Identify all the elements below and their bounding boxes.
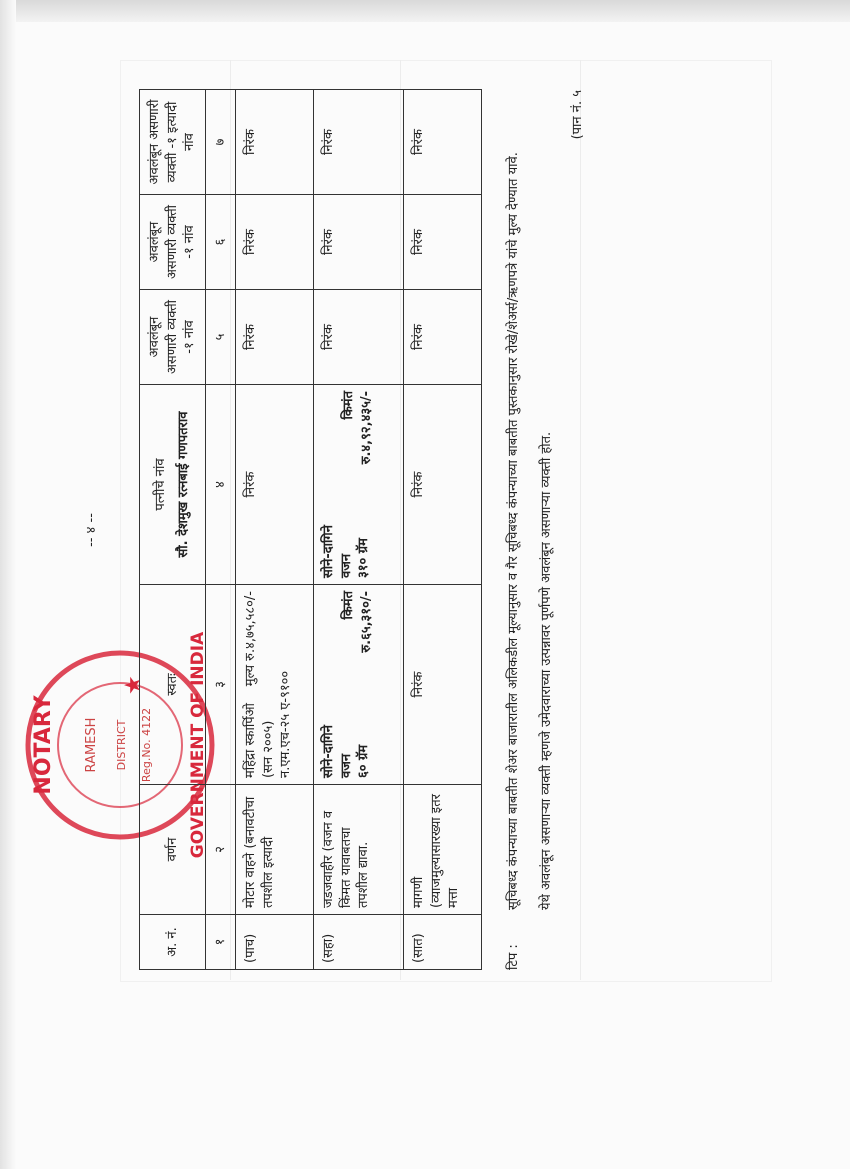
svg-text:NOTARY: NOTARY bbox=[31, 695, 56, 795]
row-dependent-3: निरंक bbox=[404, 90, 482, 195]
svg-text:RAMESH: RAMESH bbox=[84, 717, 99, 773]
vehicle-value: मुल्य रु.४,७५,५८०/- bbox=[243, 591, 259, 687]
row-dependent-3: निरंक bbox=[314, 90, 404, 195]
jewellery-label: सोने-दागिने bbox=[321, 525, 337, 578]
jewellery-label: सोने-दागिने bbox=[321, 725, 337, 778]
table-row bbox=[236, 90, 314, 970]
wife-name: सौ. देशमुख रत्नबाई गणपतराव bbox=[176, 411, 192, 558]
svg-text:GOVERNMENT OF INDIA: GOVERNMENT OF INDIA bbox=[188, 631, 208, 859]
row-dependent-2: निरंक bbox=[236, 195, 314, 290]
col-number: ५ bbox=[205, 290, 236, 385]
footnote bbox=[504, 90, 558, 970]
assets-table bbox=[139, 89, 482, 970]
price-value: रु.६५,३१०/- bbox=[358, 591, 374, 653]
price-label: किमंत bbox=[341, 391, 357, 420]
table-header-row bbox=[140, 90, 206, 970]
header-dependent-3: अवलंबून असणारी व्यक्ती -१ इत्यादी नांव bbox=[140, 90, 206, 195]
price-label: किमंत bbox=[341, 591, 357, 620]
weight-value: ३१० ग्रॅम bbox=[356, 538, 372, 578]
row-description: जडजवाहीर (वजन व किंमत यावाबतचा तपशील द्यावा. bbox=[314, 785, 404, 915]
vehicle-model: महिंद्रा स्कार्पिओ bbox=[243, 703, 259, 778]
row-self bbox=[314, 585, 404, 785]
scan-edge bbox=[0, 0, 850, 22]
price-value: रु.४,९२,४३५/- bbox=[358, 391, 374, 465]
page-reference: (पान नं. ५ bbox=[570, 90, 585, 140]
weight-value: ६० ग्रॅम bbox=[356, 744, 372, 778]
row-self bbox=[236, 585, 314, 785]
bleed-through-line bbox=[580, 60, 581, 980]
row-dependent-1: निरंक bbox=[404, 290, 482, 385]
row-description: मोटार वाहने (बनावटीचा तपशील इत्यादी bbox=[236, 785, 314, 915]
row-serial: (सहा) bbox=[314, 915, 404, 970]
header-description: वर्णन bbox=[140, 785, 206, 915]
weight-label: वजन bbox=[338, 753, 354, 778]
vehicle-registration: न.एम.एच-२५ ए-९१०० bbox=[278, 670, 294, 778]
col-number: ३ bbox=[205, 585, 236, 785]
table-row bbox=[404, 90, 482, 970]
col-number: १ bbox=[205, 915, 236, 970]
svg-text:DISTRICT: DISTRICT bbox=[115, 719, 128, 771]
col-number: ७ bbox=[205, 90, 236, 195]
page-marker: -- ४ -- bbox=[84, 513, 99, 547]
row-wife: निरंक bbox=[404, 385, 482, 585]
header-dependent-2: अवलंबून असणारी व्यक्ती -१ नांव bbox=[140, 195, 206, 290]
row-dependent-2: निरंक bbox=[314, 195, 404, 290]
table-row bbox=[314, 90, 404, 970]
header-self: स्वतः bbox=[140, 585, 206, 785]
weight-label: वजन bbox=[338, 553, 354, 578]
col-number: ४ bbox=[205, 385, 236, 585]
svg-text:★: ★ bbox=[121, 675, 146, 695]
row-wife: निरंक bbox=[236, 385, 314, 585]
vehicle-year: (सन २००५) bbox=[260, 720, 276, 778]
row-dependent-2: निरंक bbox=[404, 195, 482, 290]
header-serial: अ. नं. bbox=[140, 915, 206, 970]
row-wife bbox=[314, 385, 404, 585]
col-number: २ bbox=[205, 785, 236, 915]
footnote-text-1: सूचिबध्द कंपन्याच्या बाबतीत शेअर बाजारातील अलिकडील मूल्यानुसार व गैर सूचिबध्द कंपन्याच्या बाबतीत पुस्तकानुसार रोखे/शेअर्स/ऋणपत्रे यांचे मुल्य देण्यात यावे. bbox=[506, 152, 522, 910]
footnote-label: टिप : bbox=[506, 944, 522, 970]
row-self: निरंक bbox=[404, 585, 482, 785]
col-number: ६ bbox=[205, 195, 236, 290]
svg-text:Reg.No. 4122: Reg.No. 4122 bbox=[140, 707, 153, 783]
column-number-row bbox=[205, 90, 236, 970]
row-serial: (सात) bbox=[404, 915, 482, 970]
header-dependent-1: अवलंबून असणारी व्यक्ती -१ नांव bbox=[140, 290, 206, 385]
row-description: मागणी (व्याजमुल्यासारख्या इतर मत्ता bbox=[404, 785, 482, 915]
header-wife-label: पत्नीचे नांव bbox=[152, 458, 168, 511]
header-wife bbox=[140, 385, 206, 585]
row-serial: (पाच) bbox=[236, 915, 314, 970]
scan-edge-left bbox=[0, 0, 16, 1169]
row-dependent-1: निरंक bbox=[314, 290, 404, 385]
footnote-text-2: येथे अवलंबून असणाऱ्या व्यक्ती म्हणजे उमेदवाराच्या उत्पन्नावर पूर्णपणे अवलंबून असणाऱ्या व्यक्ती होत. bbox=[538, 431, 554, 910]
row-dependent-1: निरंक bbox=[236, 290, 314, 385]
row-dependent-3: निरंक bbox=[236, 90, 314, 195]
